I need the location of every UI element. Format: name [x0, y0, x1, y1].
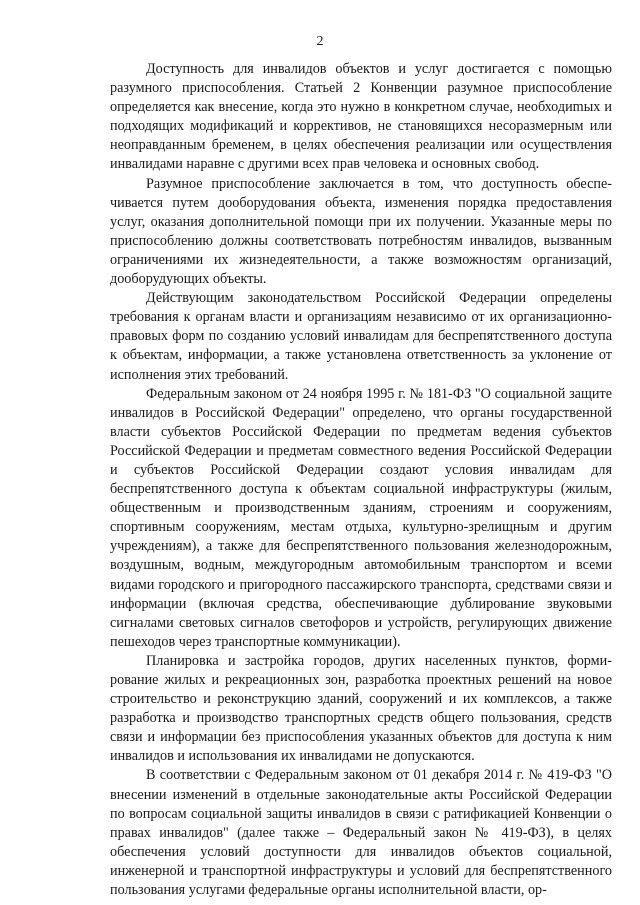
paragraph-urban-planning: Планировка и застройка городов, других населенных пунктов, формирование жилых и рекреационных зон, разработка проектных решений на новое строительство и реконструкцию зданий, сооружений и их комплексов, а также разработка и производство транспортных средств общего пользования, средств связи и информации без приспособления указанных объектов для доступа к ним инвалидов и использования их инвалидами не допускаются. [110, 652, 612, 765]
paragraph-reasonable-accommodation-means: Разумное приспособление заключается в том, что доступность обеспечивается путем дооборудования объекта, изменения порядка предоставления услуг, оказания дополнительной помощи при их получении. Указанные меры по приспособлению должны соответствовать потребностям инвалидов, вызванным ограничениями их жизнедеятельности, а также возможностям организаций, дооборудующих объекты. [110, 175, 612, 288]
page-number: 2 [316, 34, 324, 49]
paragraph-legislative-requirements: Действующим законодательством Российской Федерации определены требования к органам власти и организациям независимо от их организационно-правовых форм по созданию условий инвалидам для беспрепятственного доступа к объектам, информации, а также установлена ответственность за уклонение от исполнения этих требований. [110, 290, 612, 383]
paragraph-reasonable-accommodation-definition: Доступность для инвалидов объектов и услуг достигается с помощью разумного приспособления. Статьей 2 Конвенции разумное приспособление определяется как внесение, когда это нужно в конкретном случае, необходиmых и подходящих модификаций и коррективов, не становящихся несоразмерным или неоправданным бременем, в целях обеспечения реализации или осуществления инвалидами наравне с другими всех прав человека и основных свобод. [110, 61, 612, 173]
document-body [110, 60, 612, 900]
paragraph-federal-law-181: Федеральным законом от 24 ноября 1995 г. № 181-ФЗ "О социальной защите инвалидов в Российской Федерации" определено, что органы государственной власти субъектов Российской Федерации по предметам ведения субъектов Российской Федерации и предметам совместного ведения Российской Федерации и субъектов Российской Федерации создают условия инвалидам для беспрепятственного доступа к объектам социальной инфраструктуры (жилым, общественным и производственным зданиям, строениям и сооружениям, спортивным сооружениям, местам отдыха, культурно-зрелищным и другим учреждениям), а также для беспрепятственного пользования железнодорожным, воздушным, водным, междугородным автомобильным транспортом и всеми видами городского и пригородного пассажирского транспорта, средствами связи и информации (включая средства, обеспечивающие дублирование звуковыми сигналами световых сигналов светофоров и устройств, регулирующих движение пешеходов через транспортные коммуникации). [110, 385, 612, 650]
paragraph-federal-law-419: В соответствии с Федеральным законом от 01 декабря 2014 г. № 419-ФЗ "О внесении изменений в отдельные законодательные акты Российской Федерации по вопросам социальной защиты инвалидов в связи с ратификацией Конвенции о правах инвалидов" (далее также – Федеральный закон № 419-ФЗ), в целях обеспечения условий доступности для инвалидов объектов социальной, инженерной и транспортной инфраструктуры и условий для беспрепятственного пользования услугами федеральные органы исполнительной власти, ор- [110, 767, 612, 899]
